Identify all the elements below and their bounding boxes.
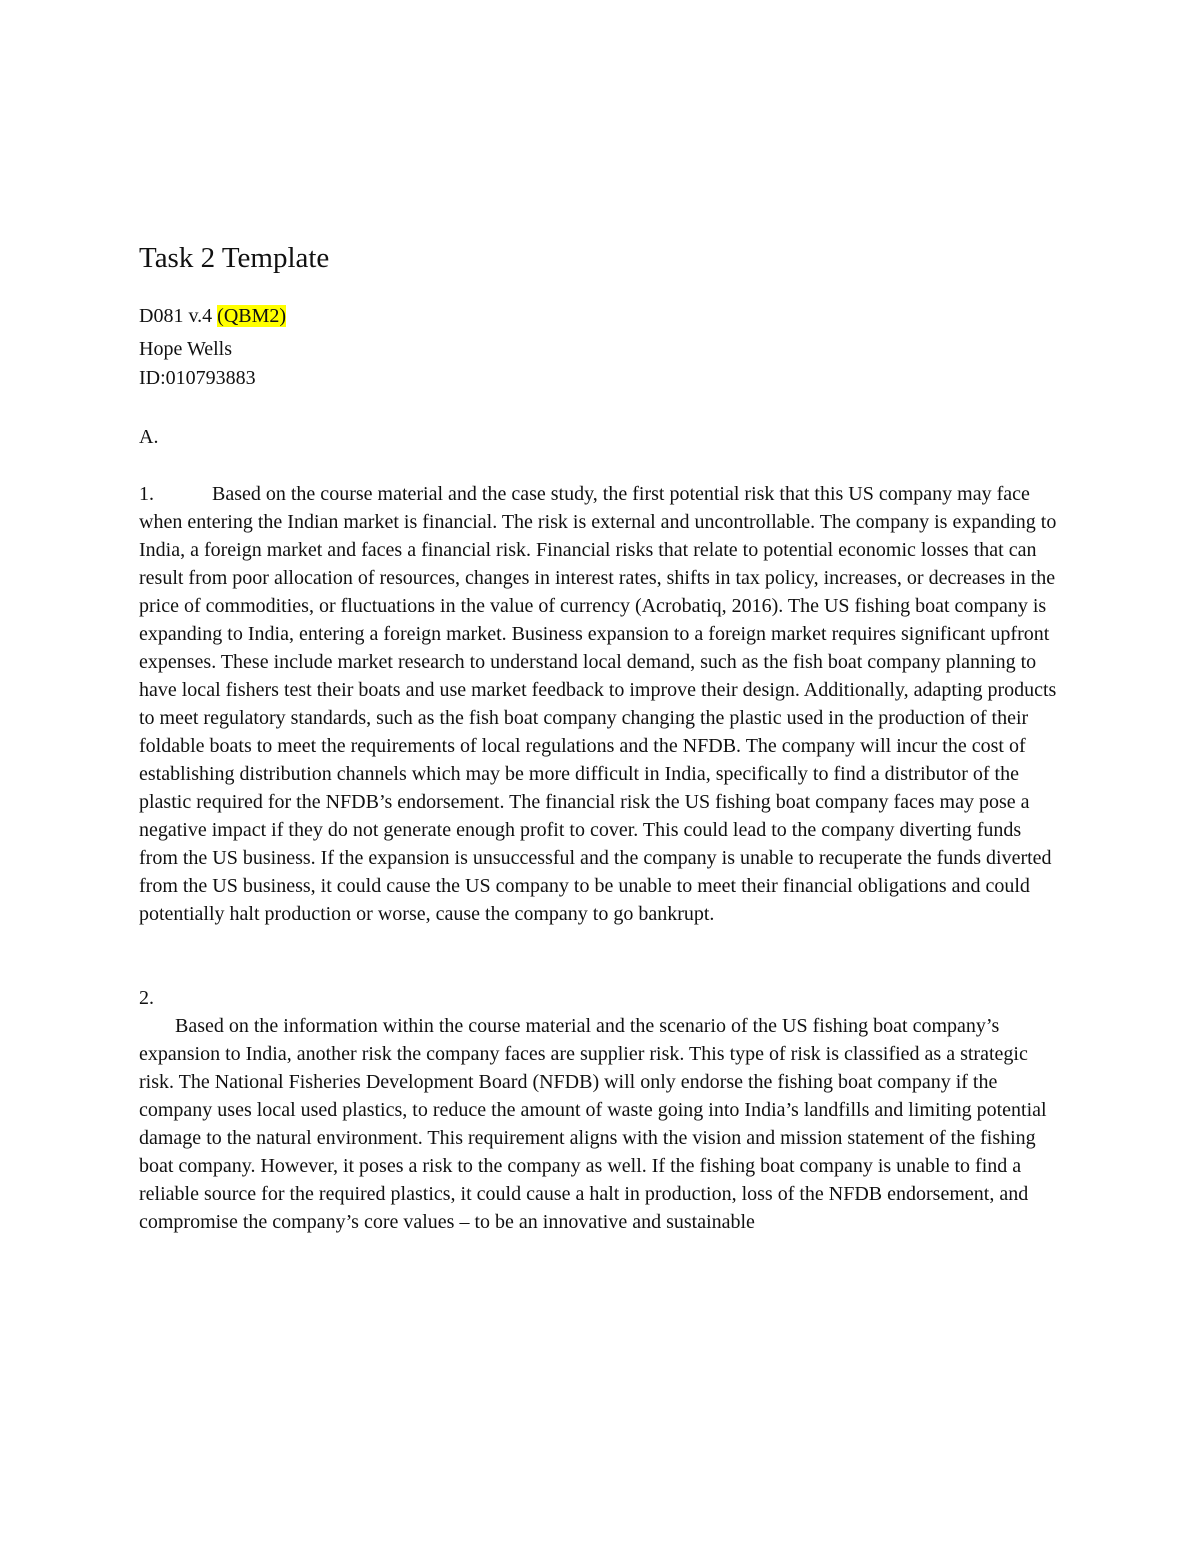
item-1-text: Based on the course material and the case study, the first potential risk that this US company may face when entering the Indian market is financial. The risk is external and uncontrollable. The company is expanding to India, a foreign market and faces a financial risk. Financial risks that relate to potential economic losses that can result from poor allocation of resources, changes in interest rates, shifts in tax policy, increases, or decreases in the price of commodities, or fluctuations in the value of currency (Acrobatiq, 2016). The US fishing boat company is expanding to India, entering a foreign market. Business expansion to a foreign market requires significant upfront expenses. These include market research to understand local demand, such as the fish boat company planning to have local fishers test their boats and use market feedback to improve their design. Additionally, adapting products to meet regulatory standards, such as the fish boat company changing the plastic used in the production of their foldable boats to meet the requirements of local regulations and the NFDB. The company will incur the cost of establishing distribution channels which may be more difficult in India, specifically to find a distributor of the plastic required for the NFDB’s endorsement. The financial risk the US fishing boat company faces may pose a negative impact if they do not generate enough profit to cover. This could lead to the company diverting funds from the US business. If the expansion is unsuccessful and the company is unable to recuperate the funds diverted from the US business, it could cause the US company to be unable to meet their financial obligations and could potentially halt production or worse, cause the company to go bankrupt. <box>139 483 1057 925</box>
item-2-number: 2. <box>139 987 154 1009</box>
student-id: ID:010793883 <box>139 367 256 389</box>
course-code-line <box>139 302 1059 331</box>
item-2-text: Based on the information within the course material and the scenario of the US fishing boat company’s expansion to India, another risk the company faces are supplier risk. This type of risk is classified as a strategic risk. The National Fisheries Development Board (NFDB) will only endorse the fishing boat company if the company uses local used plastics, to reduce the amount of waste going into India’s landfills and limiting potential damage to the natural environment. This requirement aligns with the vision and mission statement of the fishing boat company. However, it poses a risk to the company as well. If the fishing boat company is unable to find a reliable source for the required plastics, it could cause a halt in production, loss of the NFDB endorsement, and compromise the company’s core values – to be an innovative and sustainable <box>139 1015 1047 1233</box>
item-2-paragraph <box>139 1012 1059 1236</box>
item-1-number: 1. <box>139 483 154 505</box>
course-code: D081 v.4 <box>139 305 213 327</box>
item-1-paragraph <box>139 480 1059 928</box>
section-label-a: A. <box>139 426 159 448</box>
document-body <box>139 236 1059 1236</box>
course-code-highlight: (QBM2) <box>217 305 287 327</box>
document-title: Task 2 Template <box>139 242 330 274</box>
author-name: Hope Wells <box>139 338 233 360</box>
